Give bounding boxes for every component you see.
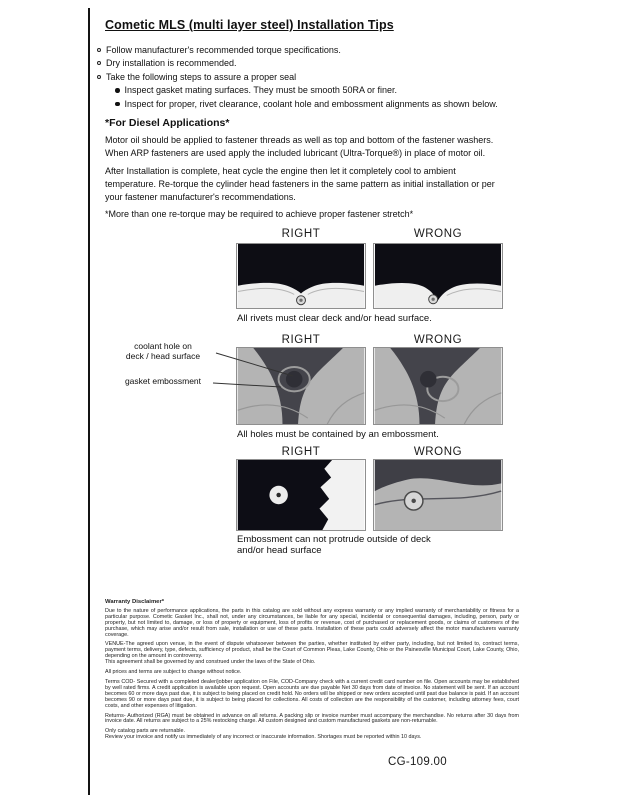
right-label: RIGHT	[281, 228, 321, 240]
right-label: RIGHT	[281, 334, 321, 346]
page-title: Cometic MLS (multi layer steel) Installation Tips	[105, 18, 394, 32]
list-item	[97, 70, 498, 84]
warranty-paragraph: This agreement shall be governed by and construed under the laws of the State of Ohio.	[105, 659, 316, 666]
coolant-hole-callout-line1: coolant hole on	[134, 341, 192, 351]
protrude-caption-line2: and/or head surface	[237, 545, 322, 556]
list-item	[115, 84, 498, 98]
bullet-icon	[115, 102, 120, 107]
bullet-icon	[115, 88, 120, 93]
document-code: CG-109.00	[388, 756, 447, 768]
diesel-paragraph-1: Motor oil should be applied to fastener threads as well as top and bottom of the fastener washers. When ARP fasteners are used apply the included lubricant (Ultra-Torque®) in place of motor oil.	[105, 135, 494, 158]
embossment-protrude-wrong-diagram	[373, 459, 503, 531]
warranty-paragraph: Review your invoice and notify us immediately of any incorrect or inaccurate information. Shortages must be reported within 10 days.	[105, 734, 422, 741]
rivet-clearance-right-diagram	[236, 243, 366, 309]
list-item	[115, 97, 498, 111]
tip-text: Inspect for proper, rivet clearance, coolant hole and embossment alignments as shown below.	[124, 98, 498, 109]
tip-text: Inspect gasket mating surfaces. They must be smooth 50RA or finer.	[124, 85, 397, 96]
callout-pointer-lines	[205, 346, 310, 401]
bullet-icon	[97, 75, 101, 79]
list-item	[97, 43, 498, 57]
tip-text: Dry installation is recommended.	[106, 58, 237, 69]
diesel-applications-heading: *For Diesel Applications*	[105, 117, 230, 129]
warranty-paragraph: All prices and terms are subject to change without notice.	[105, 669, 242, 676]
warranty-paragraph: VENUE-The agreed upon venue, in the event of dispute whatsoever between the parties, whether instituted by either party, including, but not limited to, contract terms, payment terms, delivery, type, defects, sufficiency of product, shall be the Court of Common Pleas, Lake County, Ohio or the Painesville Municipal Court, Lake County, Ohio, depending on the amount in controversy.	[105, 641, 519, 660]
gasket-embossment-callout: gasket embossment	[124, 376, 202, 386]
diesel-paragraph-2: After Installation is complete, heat cycle the engine then let it completely cool to ambient temperature. Re-torque the cylinder head fasteners in the same pattern as initial installation or per your fastener manufacturer's recommendations.	[105, 166, 495, 202]
embossment-containment-wrong-diagram	[373, 347, 503, 425]
protrude-caption	[237, 534, 431, 556]
page-left-rule	[88, 8, 90, 795]
wrong-label: WRONG	[413, 446, 463, 458]
retorque-note: *More than one re-torque may be required to achieve proper fastener stretch*	[105, 209, 414, 219]
warranty-paragraph: Returns- Authorized (RGA) must be obtained in advance on all returns. A packing slip or invoice number must accompany the merchandise. No returns after 30 days from invoice date. All returns are subject to a 25% restocking charge. All custom designed and custom manufactured gaskets are non-returnable.	[105, 712, 519, 725]
protrude-caption-line1: Embossment can not protrude outside of deck	[237, 534, 431, 545]
rivet-caption: All rivets must clear deck and/or head surface.	[237, 313, 432, 324]
coolant-hole-callout	[109, 341, 217, 361]
warranty-paragraph: Due to the nature of performance applications, the parts in this catalog are sold without any express warranty or any implied warranty of merchantability or fitness for a particular purpose. Cometic Gasket Inc., shall not, under any circumstances, be liable for any special, incidental or consequential damages, including, person, party or property, but not limited to, damage, or loss of property or equipment, loss of profits or revenue, cost of purchased or replacement goods, or claims of customers of the purchase, which may arise and/or result from sale, installation or use of these parts. Installation of these parts could adversely affect the motor manufacturers warranty coverage.	[105, 607, 519, 638]
embossment-protrude-right-diagram	[236, 459, 366, 531]
tips-list	[97, 43, 498, 111]
warranty-paragraph: Terms COD- Secured with a completed dealer/jobber application on File, COD-Company check with a current credit card number on file. Open accounts may be established by well rated firms. A credit application is available upon request. Open accounts are due payable Net 30 days from date of invoice. No statement will be sent. If an account becomes 60 or more days past due, it is subject to being placed on credit hold. No orders will be shipped or new orders accepted until past due balance is paid. If an account becomes 90 or more days past due, it is subject to being placed for collections. All costs of collection are the responsibility of the customer, including attorney fees, court costs, and other expenses of litigation.	[105, 678, 519, 709]
wrong-label: WRONG	[413, 228, 463, 240]
holes-caption: All holes must be contained by an embossment.	[237, 429, 439, 440]
coolant-hole-callout-line2: deck / head surface	[125, 351, 201, 361]
warranty-disclaimer	[105, 600, 519, 745]
right-label: RIGHT	[281, 446, 321, 458]
bullet-icon	[97, 61, 101, 65]
tip-text: Follow manufacturer's recommended torque specifications.	[106, 44, 341, 55]
wrong-label: WRONG	[413, 334, 463, 346]
rivet-clearance-wrong-diagram	[373, 243, 503, 309]
bullet-icon	[97, 48, 101, 52]
list-item	[97, 57, 498, 71]
warranty-heading: Warranty Disclaimer*	[105, 599, 165, 605]
warranty-paragraph: Only catalog parts are returnable.	[105, 728, 186, 735]
tip-text: Take the following steps to assure a proper seal	[106, 71, 297, 82]
